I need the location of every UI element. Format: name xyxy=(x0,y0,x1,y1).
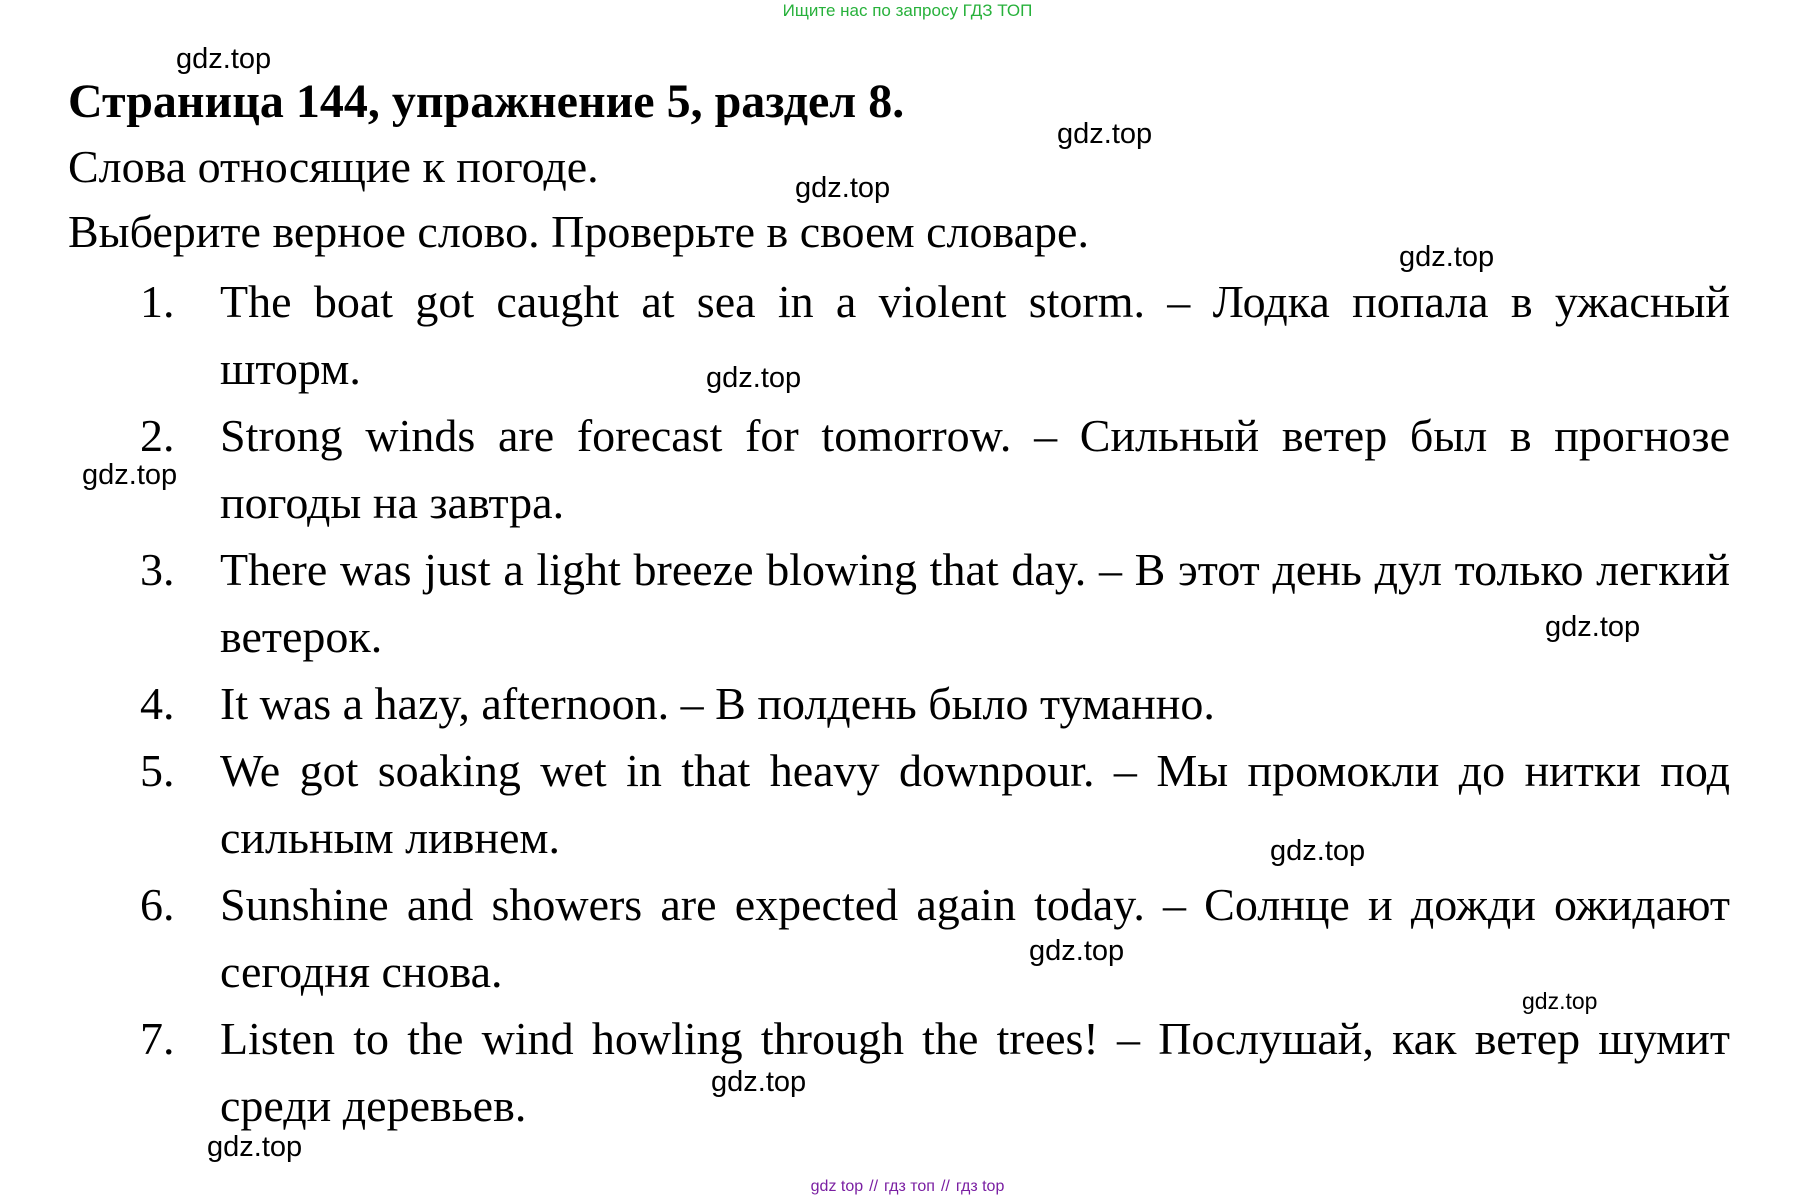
footer-separator: // xyxy=(869,1178,879,1195)
footer-separator: // xyxy=(940,1178,950,1195)
item-number: 5. xyxy=(140,745,175,796)
item-number: 3. xyxy=(140,544,175,595)
watermark: gdz.top xyxy=(1270,835,1366,867)
watermark: gdz.top xyxy=(1057,118,1153,150)
footer-link[interactable]: gdz top xyxy=(810,1178,864,1195)
watermark: gdz.top xyxy=(711,1066,807,1098)
watermark: gdz.top xyxy=(1399,241,1495,273)
item-number: 2. xyxy=(140,410,175,461)
item-number: 1. xyxy=(140,276,175,327)
item-number: 6. xyxy=(140,879,175,930)
item-number: 7. xyxy=(140,1013,175,1064)
footer-link[interactable]: гдз топ xyxy=(884,1178,935,1195)
item-text: Listen to the wind howling through the trees! – Послушай, как ветер шумит среди деревьев. xyxy=(220,1013,1730,1131)
item-number: 4. xyxy=(140,678,175,729)
footer-link[interactable]: гдз top xyxy=(955,1178,1005,1195)
watermark: gdz.top xyxy=(207,1131,303,1163)
watermark: gdz.top xyxy=(1029,935,1125,967)
list-item xyxy=(140,737,1730,871)
list-item xyxy=(140,268,1730,402)
watermark: gdz.top xyxy=(82,459,178,491)
list-item xyxy=(140,1005,1730,1139)
item-text: Strong winds are forecast for tomorrow. – Сильный ветер был в прогнозе погоды на завтра. xyxy=(220,410,1730,528)
list-item xyxy=(140,871,1730,1005)
watermark: gdz.top xyxy=(795,172,891,204)
footer-links xyxy=(0,1177,1815,1197)
watermark: gdz.top xyxy=(706,362,802,394)
watermark: gdz.top xyxy=(1522,988,1598,1014)
item-text: There was just a light breeze blowing that day. – В этот день дул только легкий ветерок. xyxy=(220,544,1730,662)
watermark: gdz.top xyxy=(1545,611,1641,643)
subtitle-instruction: Выберите верное слово. Проверьте в своем словаре. xyxy=(68,206,1089,257)
list-item xyxy=(140,670,1730,737)
page-title: Страница 144, упражнение 5, раздел 8. xyxy=(68,75,905,128)
subtitle-topic: Слова относящие к погоде. xyxy=(68,141,599,192)
top-banner[interactable]: Ищите нас по запросу ГДЗ ТОП xyxy=(782,1,1033,20)
list-item xyxy=(140,536,1730,670)
exercise-list xyxy=(140,268,1730,1139)
item-text: It was a hazy, afternoon. – В полдень было туманно. xyxy=(220,678,1215,729)
list-item xyxy=(140,402,1730,536)
item-text: The boat got caught at sea in a violent storm. – Лодка попала в ужасный шторм. xyxy=(220,276,1730,394)
item-text: Sunshine and showers are expected again today. – Солнце и дожди ожидают сегодня снова. xyxy=(220,879,1730,997)
watermark: gdz.top xyxy=(176,43,272,75)
item-text: We got soaking wet in that heavy downpour. – Мы промокли до нитки под сильным ливнем. xyxy=(220,745,1730,863)
